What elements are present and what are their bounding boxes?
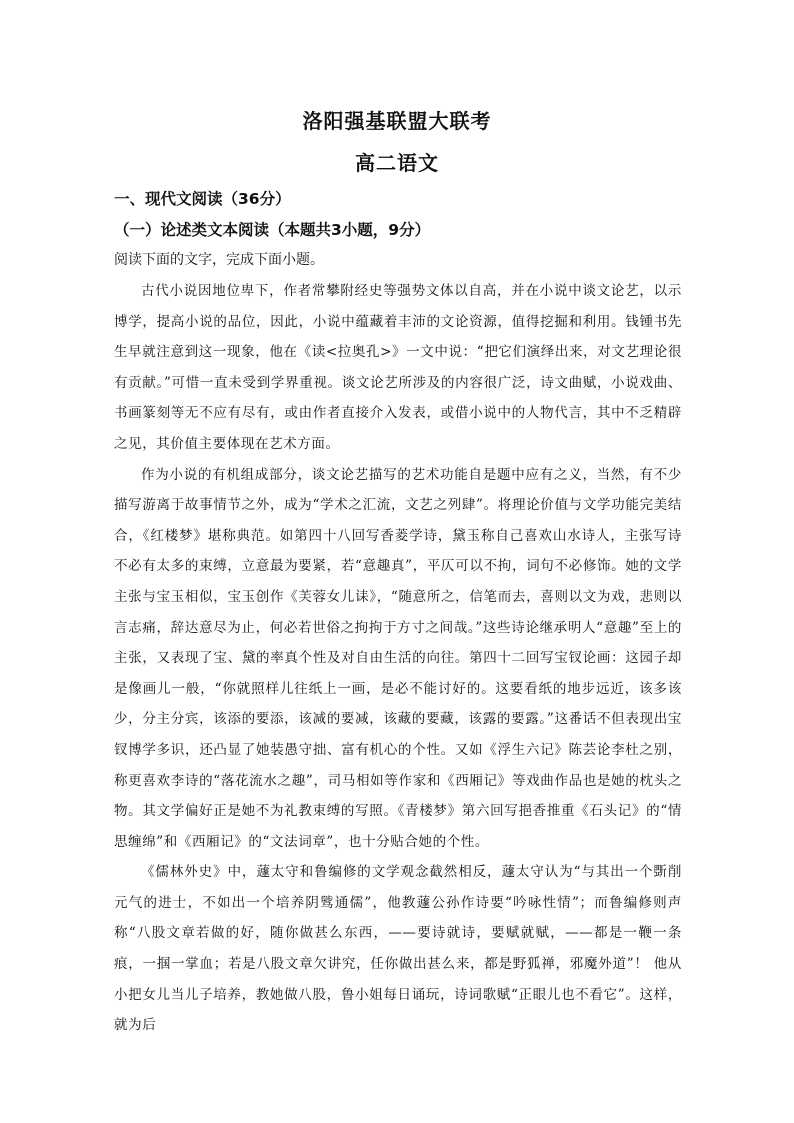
- paragraph-1: 古代小说因地位卑下，作者常攀附经史等强势文体以自高，并在小说中谈文论艺，以示博学，提高小说的品位，因此，小说中蕴藏着丰沛的文论资源，值得挖掘和利用。钱锺书先生早就注意到这一现象，他在《读<拉奥孔>》一文中说：“把它们演绎出来，对文艺理论很有贡献。”可惜一直未受到学界重视。谈文论艺所涉及的内容很广泛，诗文曲赋，小说戏曲、书画篆刻等无不应有尽有，或由作者直接介入发表，或借小说中的人物代言，其中不乏精辟之见，其价值主要体现在艺术方面。: [114, 283, 682, 452]
- subsection-heading: （一）论述类文本阅读（本题共3小题，9分）: [114, 221, 431, 239]
- paragraph-3: 《儒林外史》中，蘧太守和鲁编修的文学观念截然相反，蘧太守认为“与其出一个斲削元气的进士，不如出一个培养阴骘通儒”，他教蘧公孙作诗要“吟咏性情”；而鲁编修则声称“八股文章若做的好，随你做甚么东西，——要诗就诗，要赋就赋，——都是一鞭一条痕，一掴一掌血；若是八股文章欠讲究，任你做出甚么来，都是野狐禅，邪魔外道”！ 他从小把女儿当儿子培养，教她做八股，鲁小姐每日诵玩，诗词歌赋“正眼儿也不看它”。这样，就为后: [114, 864, 682, 1034]
- document-title: 洛阳强基联盟大联考: [302, 109, 492, 133]
- section-heading: 一、现代文阅读（36分）: [114, 190, 291, 208]
- article-body: [114, 276, 682, 1041]
- reading-instruction: 阅读下面的文字，完成下面小题。: [114, 252, 324, 268]
- paragraph-2: 作为小说的有机组成部分，谈文论艺描写的艺术功能自是题中应有之义，当然，有不少描写游离于故事情节之外，成为“学术之汇流，文艺之列肆”。将理论价值与文学功能完美结合，《红楼梦》堪称典范。如第四十八回写香菱学诗，黛玉称自己喜欢山水诗人，主张写诗不必有太多的束缚，立意最为要紧，若“意趣真”，平仄可以不拘，词句不必修饰。她的文学主张与宝玉相似，宝玉创作《芙蓉女儿诔》，“随意所之，信笔而去，喜则以文为戏，悲则以言志痛，辞达意尽为止，何必若世俗之拘拘于方寸之间哉。”这些诗论继承明人“意趣”至上的主张，又表现了宝、黛的率真个性及对自由生活的向往。第四十二回写宝钗论画：这园子却是像画儿一般，“你就照样儿往纸上一画，是必不能讨好的。这要看纸的地步远近，该多该少，分主分宾，该添的要添，该减的要减，该藏的要藏，该露的要露。”这番话不但表现出宝钗博学多识，还凸显了她装愚守拙、富有机心的个性。又如《浮生六记》陈芸论李杜之别，称更喜欢李诗的“落花流水之趣”，司马相如等作家和《西厢记》等戏曲作品也是她的枕头之物。其文学偏好正是她不为礼教束缚的写照。《青楼梦》第六回写挹香推重《石头记》的“情思缠绵”和《西厢记》的“文法词章”，也十分贴合她的个性。: [114, 466, 682, 850]
- document-subtitle: 高二语文: [355, 151, 439, 175]
